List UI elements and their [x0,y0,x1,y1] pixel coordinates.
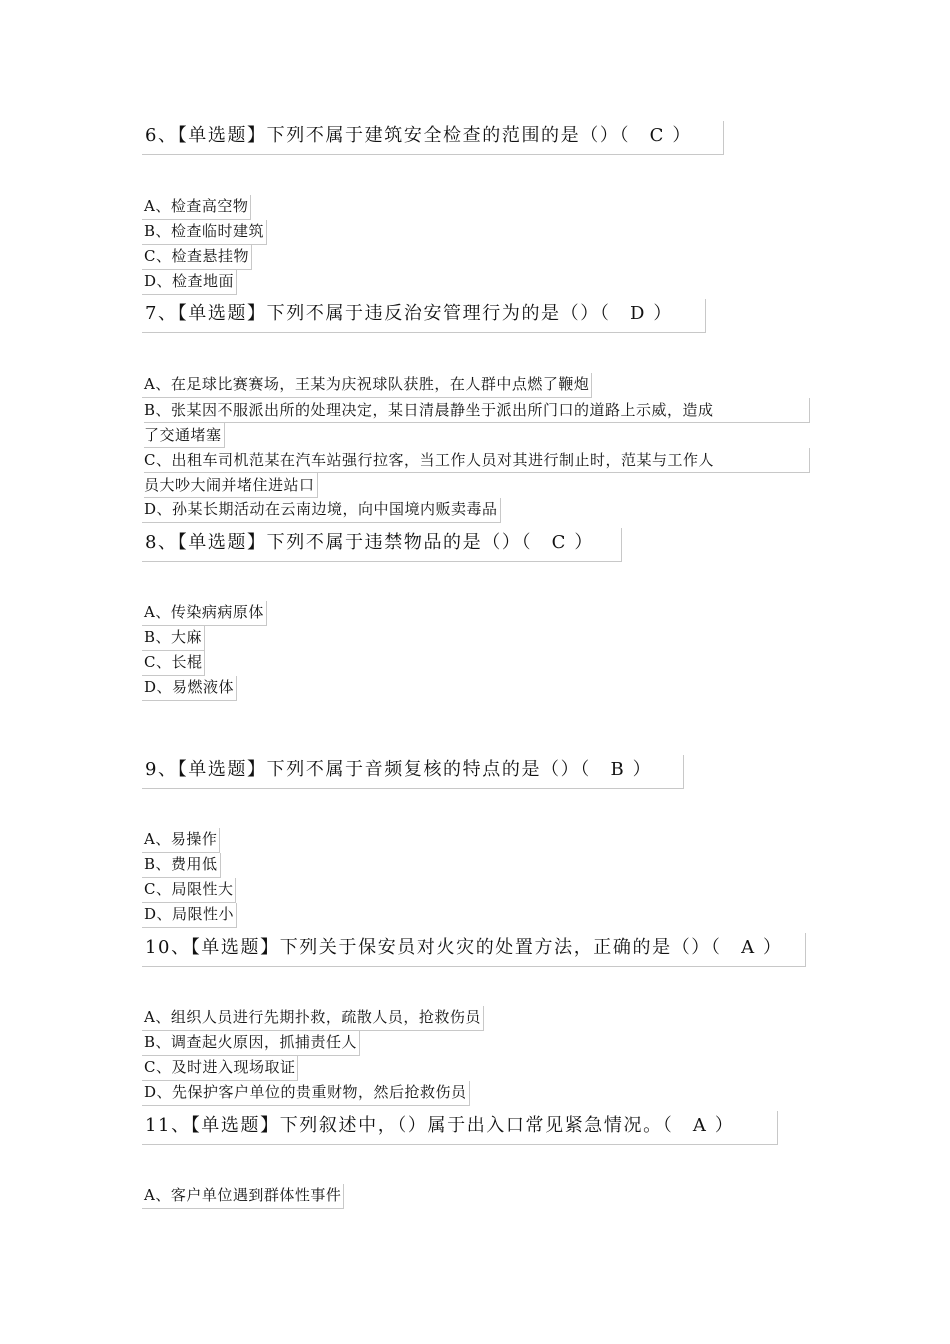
question-9-option-a: A、易操作 [142,828,220,853]
question-7-option-c [142,448,808,498]
question-8-option-a: A、传染病病原体 [142,601,267,626]
question-7-option-b-line-2: 了交通堵塞 [144,423,225,448]
question-6-title: 6、【单选题】下列不属于建筑安全检查的范围的是（）（ C ） [142,121,724,155]
question-10-option-b: B、调查起火原因，抓捕责任人 [142,1031,360,1056]
question-7-option-b [142,398,808,448]
question-8-option-c: C、长棍 [142,651,205,676]
question-7-option-c-line-1: C、出租车司机范某在汽车站强行拉客，当工作人员对其进行制止时，范某与工作人 [144,448,810,473]
question-6-option-c: C、检查悬挂物 [142,245,252,270]
question-9-option-d: D、局限性小 [142,903,237,928]
question-9-option-b: B、费用低 [142,853,221,878]
question-8-title: 8、【单选题】下列不属于违禁物品的是（）（ C ） [142,528,622,562]
question-7-option-a: A、在足球比赛赛场，王某为庆祝球队获胜，在人群中点燃了鞭炮 [142,373,592,398]
question-10-option-c: C、及时进入现场取证 [142,1056,298,1081]
question-11-option-a: A、客户单位遇到群体性事件 [142,1184,344,1209]
question-10-option-a: A、组织人员进行先期扑救，疏散人员，抢救伤员 [142,1006,484,1031]
question-8-option-b: B、大麻 [142,626,205,651]
question-7-option-d: D、孙某长期活动在云南边境，向中国境内贩卖毒品 [142,498,501,523]
question-10-option-d: D、先保护客户单位的贵重财物，然后抢救伤员 [142,1081,470,1106]
question-7-title: 7、【单选题】下列不属于违反治安管理行为的是（）（ D ） [142,299,706,333]
question-8-option-d: D、易燃液体 [142,676,237,701]
question-6-option-b: B、检查临时建筑 [142,220,267,245]
question-10-title: 10、【单选题】下列关于保安员对火灾的处置方法，正确的是（）（ A ） [142,933,806,967]
question-6-option-a: A、检查高空物 [142,195,251,220]
question-7-option-c-line-2: 员大吵大闹并堵住进站口 [144,473,318,498]
question-9-title: 9、【单选题】下列不属于音频复核的特点的是（）（ B ） [142,755,684,789]
question-6-option-d: D、检查地面 [142,270,237,295]
question-7-option-b-line-1: B、张某因不服派出所的处理决定，某日清晨静坐于派出所门口的道路上示威，造成 [144,398,810,423]
question-11-title: 11、【单选题】下列叙述中，（）属于出入口常见紧急情况。（ A ） [142,1111,778,1145]
question-9-option-c: C、局限性大 [142,878,236,903]
